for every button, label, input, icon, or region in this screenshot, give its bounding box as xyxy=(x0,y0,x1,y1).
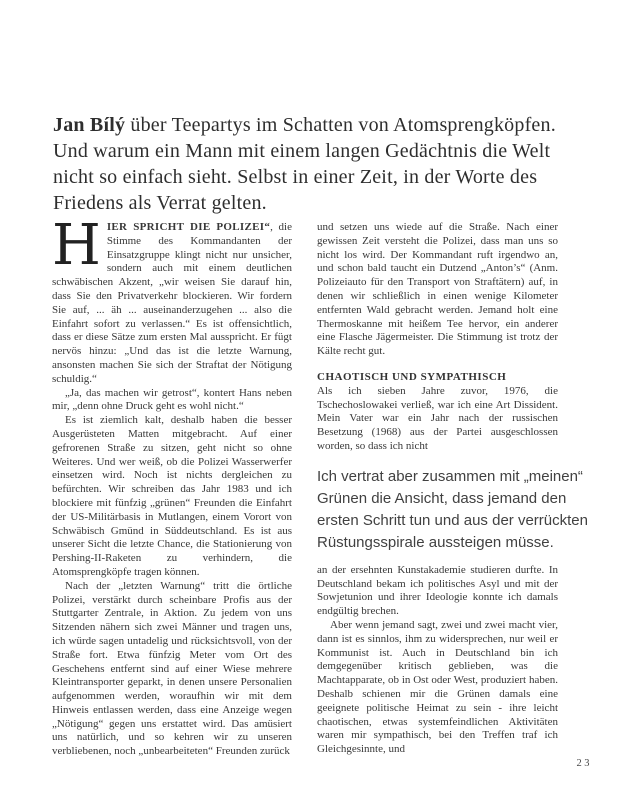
body-paragraph: Nach der „letzten Warnung“ tritt die örtliche Polizei, verstärkt durch scheinbare Profis aus der Stuttgarter Zentrale, in Aktion. Zu jedem von uns Sitzenden nähern sich zwei Männer und tragen uns, ich würde sagen untadelig und rücksichtsvoll, von der Straße fort. Etwa fünfzig Meter vom Ort des Geschehens entfernt sind auf einer Wiese mehrere Kleintransporter geparkt, in denen unsere Personalien aufgenommen werden, woraufhin wir mit dem Hinweis entlassen werden, dass eine Anzeige wegen „Nötigung“ gegen uns erstattet wird. Das amüsiert uns natürlich, und so kehren wir zu unseren verbliebenen, noch „unbearbeiteten“ Freunden zurück xyxy=(52,579,292,758)
headline-line xyxy=(53,112,556,138)
right-column xyxy=(317,221,588,757)
body-paragraph: „Ja, das machen wir getrost“, kontert Hans neben mir, „denn ohne Druck geht es wohl nicht.“ xyxy=(52,386,292,413)
headline-line: Friedens als Verrat gelten. xyxy=(53,192,267,214)
article-headline xyxy=(53,112,556,216)
headline-line1-rest: über Teepartys im Schatten von Atomsprengköpfen. xyxy=(125,114,556,136)
body-paragraph: Es ist ziemlich kalt, deshalb haben die besser Ausgerüsteten Matten mitgebracht. Auf einer gefrorenen Straße zu sitzen, geht nicht so ohne Weiteres. Und wer weiß, ob die Polizei Wasserwerfer einsetzen wird. Noch ist nichts dergleichen zu befürchten. Wir schreiben das Jahr 1983 und ich blockiere mit fünfzig „grünen“ Freunden die Einfahrt der US-Militärbasis in Mutlangen, einem Vorort von Schwäbisch Gmünd in Süddeutschland. Es ist aus unserer Sicht die letzte Chance, die Stationierung von Pershing-II-Raketen zu verhindern, die Atomsprengköpfe tragen können. xyxy=(52,414,292,578)
headline-line: Und warum ein Mann mit einem langen Gedächtnis die Welt xyxy=(53,140,551,162)
body-paragraph: Als ich sieben Jahre zuvor, 1976, die Tschechoslowakei verließ, war ich eine Art Dissident. Mein Vater war ein Jahr nach der russischen Besetzung (1968) aus der Partei ausgeschlossen worden, so dass ich nicht xyxy=(317,384,558,452)
body-paragraph: an der ersehnten Kunstakademie studieren durfte. In Deutschland bekam ich politisches Asyl und mit der Sowjetunion und ihrer Ideologie konnte ich damals endgültig brechen. xyxy=(317,563,558,618)
body-paragraph xyxy=(52,213,292,387)
left-column xyxy=(52,213,292,759)
pull-quote-line: Grünen die Ansicht, dass jemand den xyxy=(317,489,567,507)
author-name: Jan Bílý xyxy=(53,114,126,136)
pull-quote-line: Rüstungsspirale aussteigen müsse. xyxy=(317,533,554,551)
paragraph-text: , die Stimme des Kommandanten der Einsatzgruppe klingt nicht nur unsicher, sondern auch mit einem deutlichen schwäbischen Akzent, „wir weisen Sie darauf hin, dass Sie den Privatverkehr blockieren. Wir fordern Sie auf, ... äh ... auseinanderzugehen ... also die Einfahrt sofort zu verlassen.“ Es ist offensichtlich, dass er diese Sätze zum ersten Mal ausspricht. Er fügt nervös hinzu: „Und das ist die letzte Warnung, ansonsten machen Sie sich der Straftat der Nötigung schuldig.“ xyxy=(52,221,292,385)
pull-quote xyxy=(317,466,597,554)
drop-cap: H xyxy=(52,213,101,278)
pull-quote-line: Ich vertrat aber zusammen mit „meinen“ xyxy=(317,467,583,485)
lead-caps: IER SPRICHT DIE POLIZEI“ xyxy=(106,221,271,233)
body-paragraph: Aber wenn jemand sagt, zwei und zwei macht vier, dann ist es sinnlos, ihm zu widersprechen, nur weil er Kommunist ist. Auch in Deutschland bin ich demgegenüber kritisch geblieben, was die Machtapparate, ob in Ost oder West, produziert haben. Deshalb schienen mir die Grünen damals eine geeignete politische Heimat zu sein - ihre leicht chaotischen, etwas systemfeindlichen Aktivitäten waren mir sympathisch, bei den Treffen traf ich Gleichgesinnte, und xyxy=(317,618,558,756)
section-heading: CHAOTISCH UND SYMPATHISCH xyxy=(317,370,507,383)
body-paragraph: und setzen uns wiede auf die Straße. Nach einer gewissen Zeit versteht die Polizei, dass man uns so nicht los wird. Der Kommandant ruft irgendwo an, und schon bald taucht ein Dutzend „Anton’s“ (Anm. Polizeiauto für den Transport von Straftätern) auf, in denen wir schließlich in einen wenige Kilometer entfernten Wald gebracht werden. Jemand holt eine Thermoskanne mit heißem Tee hervor, ein anderer eine Flasche Jägermeister. Die Stimmung ist trotz der Kälte recht gut. xyxy=(317,221,558,358)
headline-line: nicht so einfach sieht. Selbst in einer Zeit, in der Worte des xyxy=(53,166,538,188)
page-number: 23 xyxy=(576,758,592,769)
pull-quote-line: ersten Schritt tun und aus der verrückten xyxy=(317,511,588,529)
